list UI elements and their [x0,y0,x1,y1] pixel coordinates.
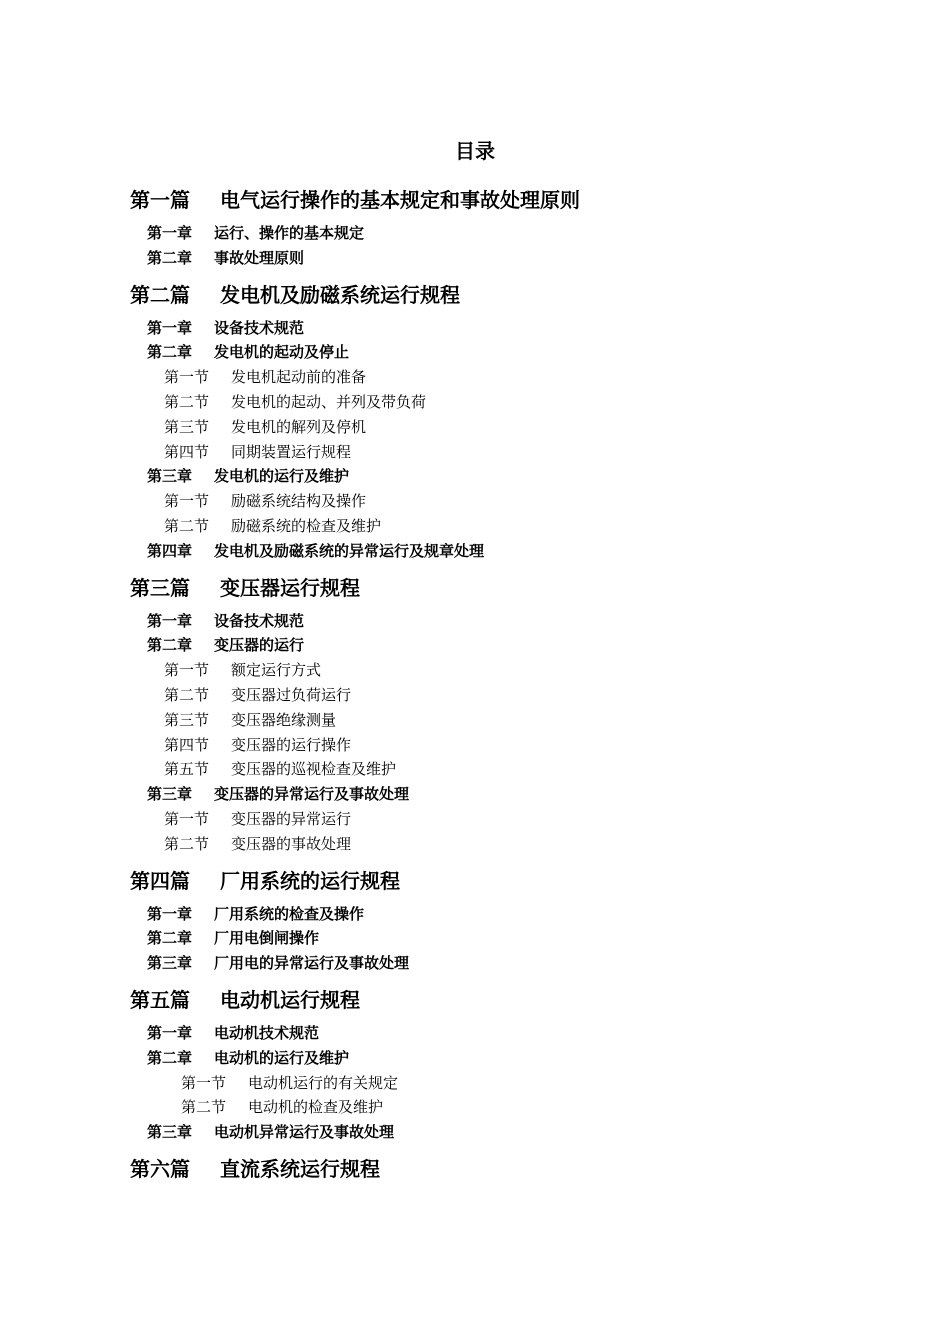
toc-section-entry[interactable] [0,683,950,708]
toc-section-number: 第四节 [164,735,210,754]
toc-chapter-entry[interactable] [0,902,950,927]
toc-section-title: 发电机的起动、并列及带负荷 [231,392,427,411]
toc-chapter-number: 第二章 [147,929,193,948]
toc-section-entry[interactable] [0,365,950,390]
toc-section-entry[interactable] [0,807,950,832]
toc-chapter-title: 电动机的运行及维护 [214,1048,350,1067]
toc-part-entry[interactable] [0,279,950,312]
toc-section-entry[interactable] [0,514,950,539]
toc-chapter-entry[interactable] [0,782,950,807]
toc-spacer [0,271,950,279]
toc-section-title: 变压器绝缘测量 [231,710,337,729]
toc-section-number: 第二节 [164,685,210,704]
toc-chapter-entry[interactable] [0,316,950,341]
toc-section-title: 电动机的检查及维护 [248,1098,384,1117]
toc-spacer [0,976,950,984]
toc-part-entry[interactable] [0,865,950,898]
toc-chapter-number: 第一章 [147,904,193,923]
toc-chapter-entry[interactable] [0,1046,950,1071]
toc-chapter-entry[interactable] [0,1021,950,1046]
toc-section-title: 变压器的异常运行 [231,809,352,828]
toc-section-entry[interactable] [0,390,950,415]
toc-part-title: 变压器运行规程 [220,575,360,600]
toc-section-number: 第二节 [164,516,210,535]
toc-section-title: 电动机运行的有关规定 [248,1073,399,1092]
toc-chapter-number: 第一章 [147,224,193,242]
toc-chapter-title: 厂用系统的检查及操作 [214,904,365,923]
toc-section-number: 第一节 [164,809,210,828]
toc-part-number: 第一篇 [130,188,190,212]
toc-chapter-title: 发电机的运行及维护 [214,467,350,486]
toc-chapter-title: 电动机技术规范 [214,1023,320,1042]
toc-section-entry[interactable] [0,658,950,683]
toc-section-title: 变压器过负荷运行 [231,685,352,704]
toc-chapter-number: 第三章 [147,467,193,486]
toc-section-title: 变压器的事故处理 [231,834,352,853]
toc-section-number: 第五节 [164,760,210,779]
toc-chapter-title: 电动机异常运行及事故处理 [214,1123,395,1142]
toc-section-title: 发电机起动前的准备 [231,368,367,387]
toc-part-entry[interactable] [0,1153,950,1186]
toc-spacer [0,857,950,865]
toc-section-title: 变压器的运行操作 [231,735,352,754]
table-of-contents [0,184,950,1190]
toc-section-title: 同期装置运行规程 [231,442,352,461]
toc-chapter-entry[interactable] [0,1120,950,1145]
toc-section-entry[interactable] [0,415,950,440]
toc-section-title: 励磁系统结构及操作 [231,492,367,511]
toc-section-number: 第一节 [164,368,210,387]
toc-chapter-number: 第三章 [147,954,193,973]
toc-part-entry[interactable] [0,572,950,605]
toc-spacer [0,1145,950,1153]
toc-section-number: 第一节 [164,492,210,511]
toc-part-title: 厂用系统的运行规程 [220,868,400,893]
toc-section-title: 励磁系统的检查及维护 [231,516,382,535]
toc-chapter-title: 事故处理原则 [214,248,305,267]
toc-section-entry[interactable] [0,757,950,782]
toc-part-number: 第二篇 [130,282,190,307]
toc-part-title: 电动机运行规程 [220,987,360,1012]
toc-chapter-number: 第一章 [147,1023,193,1042]
toc-chapter-title: 发电机及励磁系统的异常运行及规章处理 [214,541,485,560]
toc-chapter-number: 第一章 [147,611,193,630]
toc-section-entry[interactable] [0,832,950,857]
toc-chapter-title: 厂用电倒闸操作 [214,929,320,948]
toc-chapter-title: 运行、操作的基本规定 [214,224,365,242]
toc-chapter-entry[interactable] [0,926,950,951]
toc-chapter-entry[interactable] [0,539,950,564]
toc-section-number: 第一节 [181,1073,227,1092]
toc-chapter-number: 第一章 [147,318,193,337]
toc-chapter-entry[interactable] [0,340,950,365]
toc-chapter-entry[interactable] [0,246,950,271]
toc-chapter-number: 第二章 [147,343,193,362]
toc-spacer [0,564,950,572]
toc-part-number: 第三篇 [130,575,190,600]
toc-section-number: 第一节 [164,661,210,680]
toc-chapter-title: 厂用电的异常运行及事故处理 [214,954,410,973]
toc-section-number: 第四节 [164,442,210,461]
toc-section-entry[interactable] [0,440,950,465]
toc-part-title: 直流系统运行规程 [220,1156,380,1181]
toc-title: 目录 [455,139,495,163]
toc-chapter-number: 第二章 [147,248,193,267]
toc-chapter-entry[interactable] [0,221,950,246]
toc-section-number: 第二节 [181,1098,227,1117]
toc-chapter-entry[interactable] [0,951,950,976]
toc-section-number: 第二节 [164,392,210,411]
toc-section-entry[interactable] [0,708,950,733]
toc-chapter-title: 设备技术规范 [214,318,305,337]
toc-section-entry[interactable] [0,489,950,514]
toc-section-title: 发电机的解列及停机 [231,417,367,436]
toc-chapter-entry[interactable] [0,609,950,634]
toc-section-title: 额定运行方式 [231,661,322,680]
toc-chapter-entry[interactable] [0,464,950,489]
toc-chapter-number: 第二章 [147,1048,193,1067]
toc-part-number: 第五篇 [130,987,190,1012]
toc-part-title: 电气运行操作的基本规定和事故处理原则 [220,188,580,212]
toc-section-entry[interactable] [0,733,950,758]
toc-chapter-number: 第三章 [147,1123,193,1142]
toc-section-title: 变压器的巡视检查及维护 [231,760,397,779]
toc-chapter-number: 第四章 [147,541,193,560]
toc-chapter-entry[interactable] [0,633,950,658]
toc-section-entry[interactable] [0,1095,950,1120]
toc-chapter-title: 变压器的异常运行及事故处理 [214,785,410,804]
toc-section-number: 第三节 [164,710,210,729]
toc-part-entry[interactable] [0,184,950,217]
toc-section-entry[interactable] [0,1071,950,1096]
toc-chapter-title: 发电机的起动及停止 [214,343,350,362]
toc-part-number: 第六篇 [130,1156,190,1181]
toc-chapter-number: 第三章 [147,785,193,804]
toc-chapter-title: 设备技术规范 [214,611,305,630]
toc-part-number: 第四篇 [130,868,190,893]
toc-section-number: 第三节 [164,417,210,436]
toc-chapter-number: 第二章 [147,636,193,655]
toc-section-number: 第二节 [164,834,210,853]
toc-part-entry[interactable] [0,984,950,1017]
toc-part-title: 发电机及励磁系统运行规程 [220,282,460,307]
toc-chapter-title: 变压器的运行 [214,636,305,655]
